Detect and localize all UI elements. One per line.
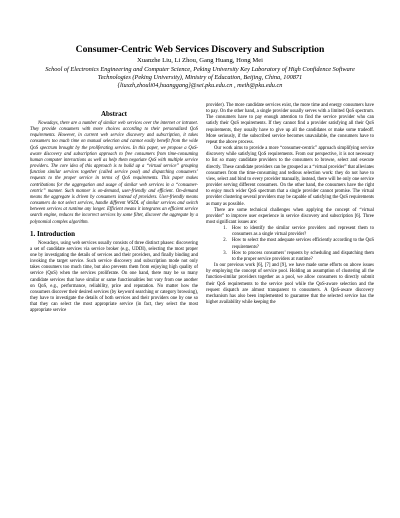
issue-item: 2. How to select the most adequate services efficiently according to the QoS requirements? [228,238,374,250]
intro-paragraph-4: There are some technical challenges when applying the concept of “virtual provider” to improve user experience in service discovery and subscription [6]. Three most significant issues are: [206,207,374,225]
section-heading-introduction: 1. Introduction [30,229,75,238]
issue-item: 3. How to process consumers’ requests by scheduling and dispatching them to the proper service providers at runtime? [228,251,374,263]
intro-paragraph-2: provider). The more candidate services exist, the more time and energy consumers have to pay. On the other hand, a single provider usually serves with a limited QoS spectrum. The consumers have to pay enough attention to find the service provider who can satisfy their QoS requirements. If they cannot find a provider satisfying all their QoS requirements, they usually have to give up all the candidates or make some tradeoff. More seriously, if the subscribed service becomes unavailable, the consumers have to repeat the above process. [206,103,374,145]
abstract-heading: Abstract [100,110,128,118]
paper-authors: Xuanzhe Liu, Li Zhou, Gang Huang, Hong Mei [137,57,263,64]
author-emails: {liuxzh,zhouli04,huanggang}@sei.pku.edu.cn , meih@pku.edu.cn [117,82,283,90]
issue-item: 1. How to identify the similar service providers and represent them to consumers as a single virtual provider? [228,226,374,238]
paper-affiliation [30,66,370,91]
abstract-text: Nowadays, there are a number of similar web services over the internet or intranet. They provide consumers with more choices according to their personalized QoS requirements. However, in current web service discovery and subscription, it takes consumers too much time on manual selection and cannot easily benefit from the wide QoS spectrum brought by the proliferating services. In this paper, we propose a QoS-aware discovery and subscription approach to free consumers from time-consuming human computer interactions as well as help them negotiate QoS with multiple service providers. The core idea of this approach is to build up a “virtual service” grouping function similar services together (called service pool) and dispatching consumers’ requests to the proper service in terms of QoS requirements. This paper makes contributions for the aggregation and usage of similar web services in a “consumer-centric” manner. Such manner is on-demand, user-friendly and efficient. On-demand means the aggregate is driven by consumers instead of providers. User-friendly means consumers do not select services, handle different WSDL of similar services and switch between services at runtime any longer. Efficient means it integrates an efficient service search engine, reduces the incorrect services by some filter, discover the aggregate by a polynomial complex algorithm. [30,121,198,225]
right-column [206,103,374,306]
affiliation-text: School of Electronics Engineering and Computer Science, Peking University Key Laboratory of High Confidence Software Technologies (Peking University), Ministry of Education, Beijing, China, 100871 [45,66,355,82]
intro-paragraph-5: In our previous work [6], [7] and [9], we have made some efforts on above issues by employing the concept of service pool. Holding an assumption of clustering all the function-similar providers together as a pool, we allow consumers to directly submit their QoS requirements to the service pool while the QoS-aware selection and the request dispatch are almost transparent to consumers. A QoS-aware discovery mechanism has also been implemented to guarantee that the selected service has the higher availability while keeping the [206,263,374,305]
intro-paragraph-1: Nowadays, using web services usually consists of three distinct phases: discovering a set of candidate services via service broker (e.g., UDDI), selecting the most proper one by investigating the details of services and their providers, and finally binding and invoking the target service. Such service discovery and subscription mode not only takes consumers too much time, but also prevents them from enjoying high quality of service (QoS) when the services proliferate. On one hand, there may be so many candidate services that have similar or same functionalities but vary from one another on QoS, e.g., performance, reliability, price and reputation. No matter how the consumers discover their desired services (by keyword searching or category browsing), they have to investigate the details of both services and their providers one by one so that they can select the most appropriate service (in fact, they select the most appropriate service [30,240,198,314]
issues-list [206,226,374,263]
paper-title: Consumer-Centric Web Services Discovery and Subscription [75,44,325,55]
left-column [30,106,198,315]
intro-paragraph-3: Our work aims to provide a more “consumer-centric” approach simplifying service discovery while satisfying QoS requirements. From our perspective, it is not necessary to list so many candidate providers to the consumers to browse, select and execute directly. These candidate providers can be grouped as a “virtual provider” that alleviates consumers from the time-consuming and tedious selection work: they do not have to view, select and bind to every provider manually, instead, there will be only one service provider serving different consumers. On the other hand, the consumers have the right to enjoy much wider QoS spectrum that a single provider cannot promise. The virtual provider clustering several providers may be capable of satisfying the QoS requirements as many as possible. [206,146,374,207]
